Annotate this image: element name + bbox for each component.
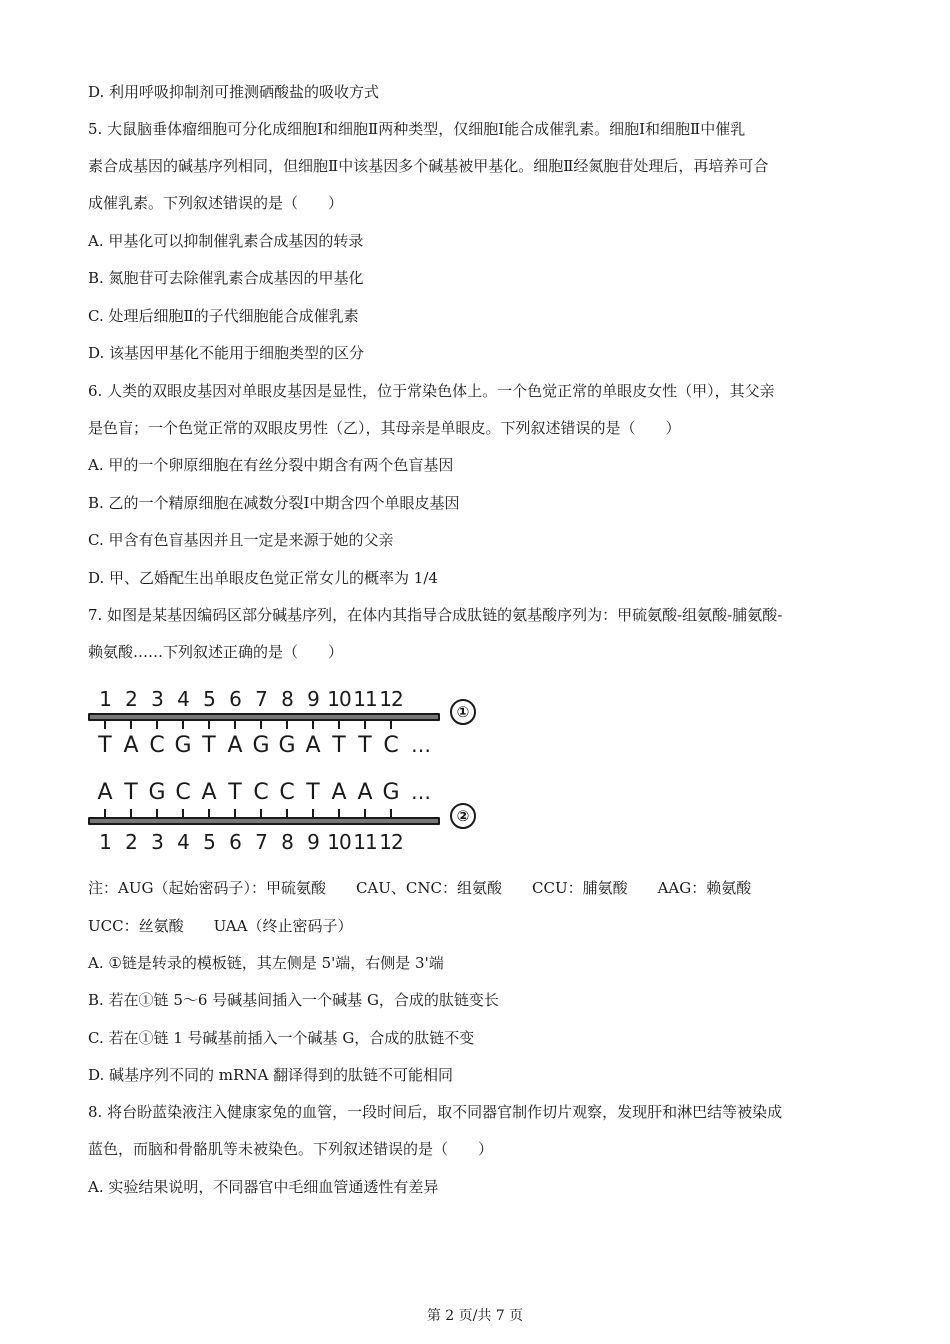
text-line: B. 乙的一个精原细胞在减数分裂Ⅰ中期含四个单眼皮基因	[88, 494, 460, 512]
text-line: A. 实验结果说明，不同器官中毛细血管通透性有差异	[88, 1178, 439, 1196]
position-number: 10	[327, 687, 351, 711]
text-line: D. 该基因甲基化不能用于细胞类型的区分	[88, 344, 365, 362]
strand-tick	[234, 721, 236, 729]
position-number: 5	[203, 687, 215, 711]
base-letter: C	[149, 733, 165, 758]
strand-tick	[364, 721, 366, 729]
strand-tick	[286, 721, 288, 729]
strand-tick	[364, 809, 366, 817]
text-line: A. 甲的一个卵原细胞在有丝分裂中期含有两个色盲基因	[88, 456, 454, 474]
strand-tick	[338, 809, 340, 817]
strand-tick	[104, 809, 106, 817]
position-number: 8	[281, 830, 293, 854]
base-letter: G	[382, 780, 400, 805]
strand-tick	[130, 721, 132, 729]
text-line: C. 处理后细胞Ⅱ的子代细胞能合成催乳素	[88, 307, 359, 325]
text-line: 6. 人类的双眼皮基因对单眼皮基因是显性，位于常染色体上。一个色觉正常的单眼皮女性（甲），其父亲	[88, 382, 775, 400]
text-line: 蓝色，而脑和骨骼肌等未被染色。下列叙述错误的是（ ）	[88, 1140, 494, 1158]
strand-tick	[312, 809, 314, 817]
text-line: 5. 大鼠脑垂体瘤细胞可分化成细胞Ⅰ和细胞Ⅱ两种类型，仅细胞Ⅰ能合成催乳素。细胞Ⅰ和细胞Ⅱ中催乳	[88, 120, 746, 138]
base-letter: A	[97, 780, 113, 805]
strand-tick	[156, 809, 158, 817]
position-number: 5	[203, 830, 215, 854]
strand-tick	[182, 721, 184, 729]
strand-tick	[104, 721, 106, 729]
base-letter: C	[175, 780, 191, 805]
text-line: 素合成基因的碱基序列相同，但细胞Ⅱ中该基因多个碱基被甲基化。细胞Ⅱ经氮胞苷处理后，再培养可合	[88, 157, 769, 175]
position-number: 3	[151, 687, 163, 711]
base-letter: T	[98, 733, 112, 758]
base-letter: A	[201, 780, 217, 805]
strand-tick	[156, 721, 158, 729]
position-number: 1	[99, 830, 111, 854]
text-line: 成催乳素。下列叙述错误的是（ ）	[88, 194, 344, 212]
position-number: 6	[229, 687, 241, 711]
strand-tick	[312, 721, 314, 729]
strand-tick	[260, 721, 262, 729]
position-number: 2	[125, 830, 137, 854]
position-number: 12	[379, 830, 403, 854]
position-number: 9	[307, 830, 319, 854]
text-line: 7. 如图是某基因编码区部分碱基序列，在体内其指导合成肽链的氨基酸序列为：甲硫氨酸-组氨酸-脯氨酸-	[88, 606, 783, 624]
base-letter: T	[124, 780, 138, 805]
strand1-ellipsis: …	[411, 733, 431, 757]
position-number: 11	[353, 830, 377, 854]
base-letter: A	[305, 733, 321, 758]
text-line: D. 甲、乙婚配生出单眼皮色觉正常女儿的概率为 1/4	[88, 569, 438, 587]
position-number: 11	[353, 687, 377, 711]
strand-tick	[208, 809, 210, 817]
text-line: B. 若在①链 5～6 号碱基间插入一个碱基 G，合成的肽链变长	[88, 991, 499, 1009]
strand-tick	[182, 809, 184, 817]
text-line: C. 甲含有色盲基因并且一定是来源于她的父亲	[88, 531, 394, 549]
base-letter: T	[358, 733, 372, 758]
base-letter: G	[252, 733, 270, 758]
base-letter: T	[306, 780, 320, 805]
text-line: A. ①链是转录的模板链，其左侧是 5'端，右侧是 3'端	[88, 954, 444, 972]
text-line: D. 碱基序列不同的 mRNA 翻译得到的肽链不可能相同	[88, 1066, 454, 1084]
strand2-ellipsis: …	[411, 780, 431, 804]
base-letter: G	[174, 733, 192, 758]
base-letter: T	[228, 780, 242, 805]
strand2-bar	[88, 817, 440, 825]
strand-tick	[234, 809, 236, 817]
text-line: 8. 将台盼蓝染液注入健康家兔的血管，一段时间后，取不同器官制作切片观察，发现肝和淋巴结等被染成	[88, 1103, 783, 1121]
text-line: A. 甲基化可以抑制催乳素合成基因的转录	[88, 232, 364, 250]
base-letter: C	[383, 733, 399, 758]
position-number: 4	[177, 687, 189, 711]
base-letter: G	[278, 733, 296, 758]
text-line: UCC：丝氨酸 UAA（终止密码子）	[88, 917, 353, 935]
strand-tick	[130, 809, 132, 817]
position-number: 10	[327, 830, 351, 854]
base-letter: A	[357, 780, 373, 805]
strand-tick	[260, 809, 262, 817]
strand1-bar	[88, 713, 440, 721]
text-line: C. 若在①链 1 号碱基前插入一个碱基 G，合成的肽链不变	[88, 1029, 475, 1047]
strand-tick	[390, 809, 392, 817]
position-number: 2	[125, 687, 137, 711]
position-number: 7	[255, 830, 267, 854]
strand-tick	[286, 809, 288, 817]
position-number: 7	[255, 687, 267, 711]
base-letter: G	[148, 780, 166, 805]
base-letter: T	[332, 733, 346, 758]
base-letter: A	[227, 733, 243, 758]
strand2-label: ②	[450, 803, 476, 829]
base-letter: T	[202, 733, 216, 758]
strand-tick	[208, 721, 210, 729]
text-line: D. 利用呼吸抑制剂可推测硒酸盐的吸收方式	[88, 83, 380, 101]
position-number: 1	[99, 687, 111, 711]
position-number: 3	[151, 830, 163, 854]
strand1-label: ①	[450, 699, 476, 725]
position-number: 8	[281, 687, 293, 711]
base-letter: C	[253, 780, 269, 805]
base-letter: A	[123, 733, 139, 758]
text-line: 是色盲；一个色觉正常的双眼皮男性（乙），其母亲是单眼皮。下列叙述错误的是（ ）	[88, 419, 681, 437]
position-number: 12	[379, 687, 403, 711]
strand-tick	[338, 721, 340, 729]
position-number: 4	[177, 830, 189, 854]
strand-tick	[390, 721, 392, 729]
page-footer: 第 2 页/共 7 页	[426, 1308, 524, 1324]
position-number: 9	[307, 687, 319, 711]
base-letter: A	[331, 780, 347, 805]
text-line: 赖氨酸……下列叙述正确的是（ ）	[88, 643, 344, 661]
text-line: B. 氮胞苷可去除催乳素合成基因的甲基化	[88, 269, 364, 287]
text-line: 注：AUG（起始密码子）：甲硫氨酸 CAU、CNC：组氨酸 CCU：脯氨酸 AAG：赖氨酸	[88, 879, 752, 897]
position-number: 6	[229, 830, 241, 854]
base-letter: C	[279, 780, 295, 805]
